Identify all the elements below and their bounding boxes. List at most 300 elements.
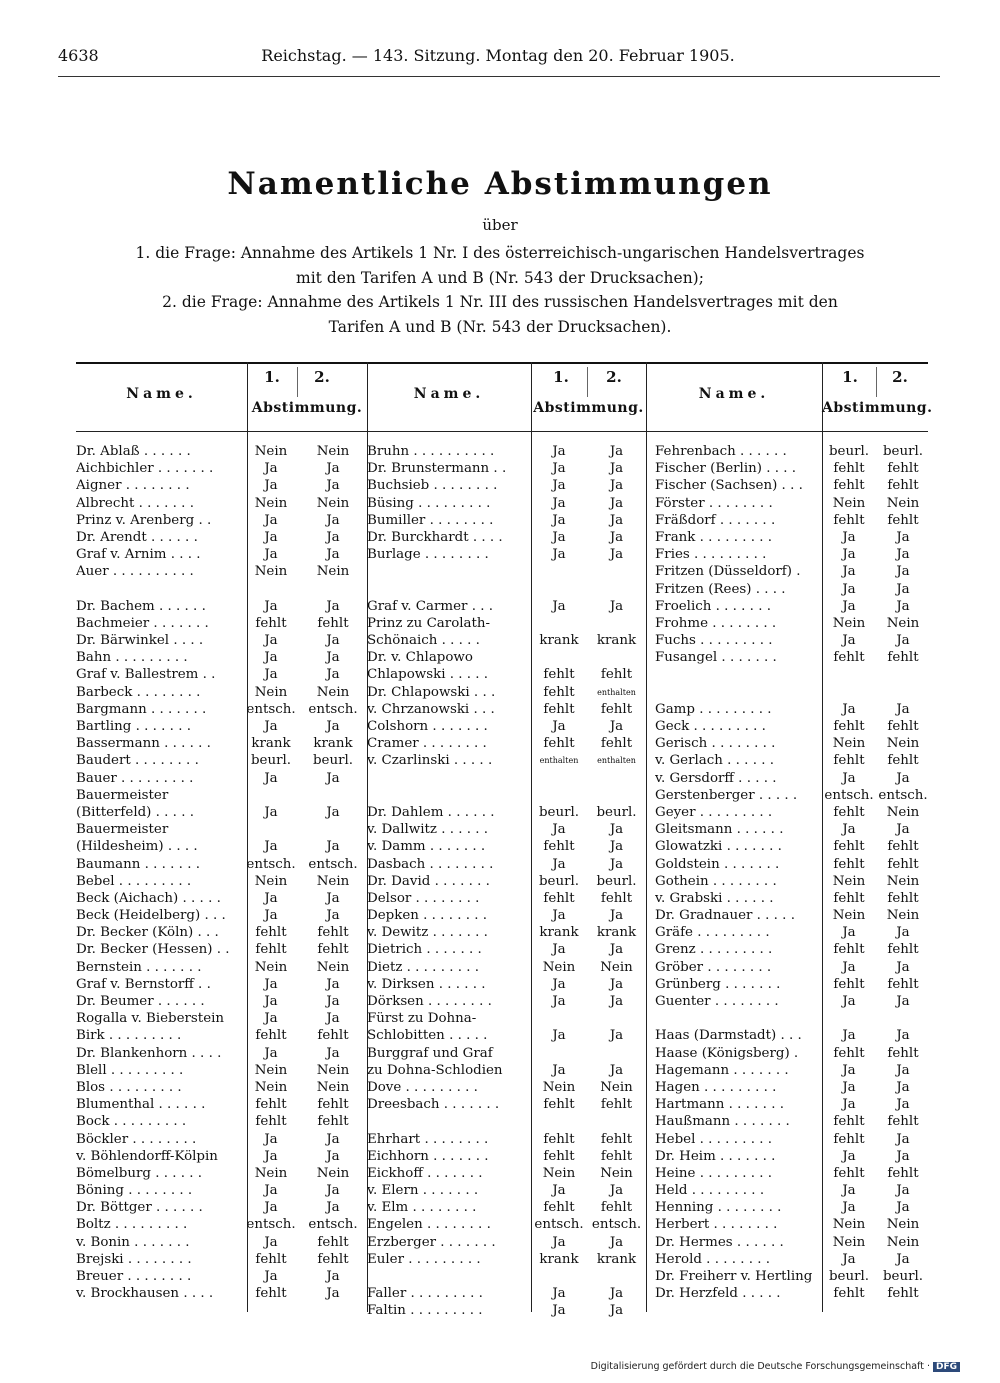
table-row	[76, 649, 368, 666]
member-name: Dr. v. Chlapowo	[367, 650, 473, 666]
vote-1-value: krank	[539, 1251, 579, 1267]
member-name: v. Dewitz . . . . . . .	[367, 925, 488, 941]
vote-1-value: Nein	[254, 1165, 288, 1181]
vote-1-value: Ja	[842, 959, 856, 975]
table-row	[655, 495, 935, 512]
vote-2-value: fehlt	[887, 461, 919, 477]
question-1-line-2: mit den Tarifen A und B (Nr. 543 der Drucksachen);	[296, 269, 704, 287]
vote-2-value: Nein	[316, 444, 350, 459]
vote-2-value: Nein	[316, 564, 350, 580]
vote-1-value: Nein	[254, 444, 288, 459]
member-name: Gräfe . . . . . . . . .	[655, 925, 770, 941]
table-row	[367, 1182, 646, 1199]
member-name: Fräßdorf . . . . . . .	[655, 512, 776, 528]
table-row	[76, 1113, 368, 1130]
question-2-line-2: Tarifen A und B (Nr. 543 der Drucksachen).	[328, 318, 672, 336]
member-name: Gothein . . . . . . . .	[655, 873, 777, 889]
vote-1-value: Ja	[264, 512, 278, 528]
row-spacer	[367, 563, 646, 580]
column-header-abstimmung: Abstimmung.	[822, 400, 933, 416]
page-number: 4638	[58, 46, 99, 65]
vote-2-value: Ja	[326, 667, 340, 683]
vote-2-value: entsch.	[591, 1217, 642, 1233]
table-row	[655, 873, 935, 890]
table-header-rule	[76, 431, 928, 432]
table-row	[655, 993, 935, 1010]
member-name: Fritzen (Rees) . . . .	[655, 581, 786, 597]
vote-2-value: Ja	[609, 908, 624, 924]
vote-2-value: Ja	[326, 1045, 340, 1061]
vote-2-value: fehlt	[887, 839, 919, 855]
member-name: Haußmann . . . . . . .	[655, 1114, 790, 1130]
member-name: Dr. Dahlem . . . . . .	[367, 804, 495, 820]
vote-1-value: fehlt	[833, 753, 865, 769]
vote-1-value: Ja	[264, 598, 278, 614]
member-name: Böckler . . . . . . . .	[76, 1131, 197, 1147]
vote-1-value: Nein	[254, 564, 288, 580]
header-rule	[58, 76, 940, 77]
vote-1-value: fehlt	[543, 736, 575, 752]
member-name: Bernstein . . . . . . .	[76, 959, 202, 975]
member-name: Bachmeier . . . . . . .	[76, 615, 209, 631]
vote-1-value: fehlt	[543, 701, 575, 717]
member-name: Gerisch . . . . . . . .	[655, 736, 776, 752]
vote-2-value: Ja	[326, 839, 340, 855]
member-name: v. Dallwitz . . . . . .	[367, 822, 489, 838]
column-header-vote-1: 1.	[842, 368, 858, 386]
vote-2-value: Ja	[326, 994, 340, 1009]
vote-2-value: entsch.	[308, 701, 358, 717]
vote-1-value: Ja	[842, 598, 856, 614]
vote-2-value: Ja	[896, 770, 910, 786]
member-name: Erzberger . . . . . . .	[367, 1234, 496, 1250]
table-row	[76, 993, 368, 1010]
vote-1-value: fehlt	[833, 942, 865, 958]
vote-1-value: fehlt	[255, 615, 287, 631]
row-spacer	[76, 581, 368, 598]
member-name: Rogalla v. Bieberstein	[76, 1011, 225, 1027]
vote-1-value: Ja	[264, 461, 278, 477]
vote-2-value: fehlt	[600, 1131, 633, 1147]
table-row	[367, 907, 646, 924]
member-name: Bauermeister	[76, 822, 169, 838]
vote-1-value: Ja	[264, 908, 278, 924]
table-row	[76, 512, 368, 529]
vote-2-value: Ja	[896, 701, 910, 717]
vote-2-value: entsch.	[308, 856, 358, 872]
vote-1-value: Ja	[264, 719, 278, 734]
vote-2-value: Ja	[609, 994, 624, 1009]
table-row	[655, 1251, 935, 1268]
vote-1-value: Ja	[842, 822, 856, 838]
vote-1-value: Ja	[552, 529, 566, 545]
vote-1-value: fehlt	[833, 1286, 865, 1302]
vote-1-value: Ja	[264, 1011, 278, 1027]
table-row	[76, 752, 368, 769]
table-row	[367, 1062, 646, 1079]
member-name: v. Damm . . . . . . .	[367, 839, 486, 855]
table-row	[655, 1096, 935, 1113]
vote-2-value: krank	[596, 1251, 637, 1267]
vote-1-value: Ja	[264, 890, 278, 906]
column-header-vote-2: 2.	[606, 368, 622, 386]
table-top-rule	[76, 362, 928, 364]
vote-1-value: Ja	[552, 1234, 566, 1250]
table-row	[367, 1302, 646, 1319]
table-row	[655, 477, 935, 494]
vote-2-value: fehlt	[887, 719, 919, 734]
vote-2-value: Ja	[326, 529, 340, 545]
vote-1-value: fehlt	[255, 1097, 287, 1113]
vote-1-value: Nein	[254, 1079, 288, 1095]
table-row	[367, 993, 646, 1010]
table-row	[76, 924, 368, 941]
vote-1-value: Ja	[552, 598, 566, 614]
vote-1-value: Ja	[264, 839, 278, 855]
vote-2-value: Ja	[326, 1011, 340, 1027]
table-row	[655, 1062, 935, 1079]
table-row	[367, 1010, 646, 1027]
member-name: Henning . . . . . . . .	[655, 1200, 782, 1216]
vote-1-value: Ja	[264, 1045, 278, 1061]
member-name: Baudert . . . . . . . .	[76, 753, 199, 769]
vote-2-value: Ja	[896, 633, 910, 649]
vote-2-value: fehlt	[600, 1148, 633, 1164]
row-spacer	[655, 1010, 935, 1027]
dfg-logo: DFG	[933, 1362, 960, 1372]
vote-1-value: Nein	[832, 873, 866, 889]
vote-2-value: Nein	[886, 1217, 920, 1233]
vote-1-value: Nein	[254, 1062, 288, 1078]
vote-1-value: Ja	[264, 976, 278, 992]
vote-1-value: Ja	[842, 529, 856, 545]
vote-1-value: Ja	[264, 547, 278, 563]
table-row	[76, 1062, 368, 1079]
vote-2-value: Ja	[609, 512, 624, 528]
vote-2-value: fehlt	[317, 925, 349, 941]
member-name: v. Chrzanowski . . .	[367, 701, 495, 717]
member-name: Dr. Brunstermann . .	[367, 461, 507, 477]
vote-1-value: Ja	[264, 650, 278, 666]
member-name: Bahn . . . . . . . . .	[76, 650, 188, 666]
vote-2-value: Ja	[326, 1286, 340, 1302]
table-row	[367, 735, 646, 752]
table-row	[76, 546, 368, 563]
vote-1-value: fehlt	[833, 461, 865, 477]
row-spacer	[367, 770, 646, 787]
table-row	[655, 1268, 935, 1285]
vote-2-value: Ja	[896, 822, 910, 838]
vote-2-value: fehlt	[600, 701, 633, 717]
member-name: Fürst zu Dohna-	[367, 1011, 477, 1027]
table-row	[655, 890, 935, 907]
vote-1-value: beurl.	[828, 1269, 870, 1284]
table-row	[76, 1199, 368, 1216]
member-name: Bauer . . . . . . . . .	[76, 770, 194, 786]
vote-2-value: Ja	[896, 925, 910, 941]
member-name: Büsing . . . . . . . . .	[367, 495, 491, 511]
vote-2-value: Ja	[896, 564, 910, 580]
vote-1-value: Ja	[842, 770, 856, 786]
table-row	[655, 529, 935, 546]
member-name: Dr. David . . . . . . .	[367, 873, 490, 889]
vote-1-value: fehlt	[833, 1131, 865, 1147]
vote-1-value: entsch.	[246, 701, 296, 717]
table-row	[76, 1079, 368, 1096]
table-row	[367, 701, 646, 718]
member-name: Dr. Gradnauer . . . . .	[655, 908, 795, 924]
vote-2-value: Ja	[326, 976, 340, 992]
vote-2-value: Nein	[316, 495, 350, 511]
vote-1-value: Ja	[264, 804, 278, 820]
vote-1-value: fehlt	[833, 719, 865, 734]
table-row	[367, 598, 646, 615]
member-name: Dr. Beumer . . . . . .	[76, 994, 205, 1009]
table-row	[655, 1182, 935, 1199]
vote-2-value: Ja	[896, 598, 910, 614]
vote-1-value: Ja	[842, 925, 856, 941]
member-name: Fehrenbach . . . . . .	[655, 444, 787, 459]
member-name: Albrecht . . . . . . .	[76, 495, 194, 511]
member-name: Dr. Freiherr v. Hertling	[655, 1269, 813, 1284]
member-name: Euler . . . . . . . . .	[367, 1251, 481, 1267]
vote-1-value: fehlt	[833, 1114, 865, 1130]
table-row	[367, 838, 646, 855]
vote-2-value: Ja	[609, 478, 624, 494]
table-row	[655, 1165, 935, 1182]
vote-1-value: fehlt	[543, 1148, 575, 1164]
vote-1-value: fehlt	[255, 1028, 287, 1044]
vote-1-value: Nein	[832, 615, 866, 631]
table-row	[655, 821, 935, 838]
table-row	[655, 563, 935, 580]
vote-2-value: krank	[313, 736, 353, 752]
member-name: Prinz zu Carolath-	[367, 615, 491, 631]
vote-1-value: krank	[539, 925, 579, 941]
vote-2-value: Ja	[896, 529, 910, 545]
table-row	[655, 1113, 935, 1130]
member-name: Bumiller . . . . . . . .	[367, 512, 494, 528]
member-name: Dr. Arendt . . . . . .	[76, 529, 198, 545]
vote-2-value: Ja	[609, 1183, 624, 1199]
table-row	[367, 1131, 646, 1148]
member-name: Blell . . . . . . . . .	[76, 1062, 184, 1078]
table-row	[76, 443, 368, 460]
table-row	[655, 460, 935, 477]
running-header	[58, 46, 938, 70]
member-name: Graf v. Carmer . . .	[367, 598, 493, 614]
table-row	[76, 495, 368, 512]
member-name: Gamp . . . . . . . . .	[655, 701, 772, 717]
vote-1-value: Ja	[842, 633, 856, 649]
vote-2-value: fehlt	[600, 890, 633, 906]
vote-2-value: fehlt	[317, 1097, 349, 1113]
table-row	[367, 1079, 646, 1096]
vote-2-value: Nein	[886, 615, 920, 631]
vote-1-value: Nein	[254, 873, 288, 889]
table-row	[655, 598, 935, 615]
vote-2-value: Ja	[609, 942, 624, 958]
table-row	[655, 959, 935, 976]
member-name: Grünberg . . . . . . .	[655, 976, 781, 992]
digitization-footer	[591, 1361, 960, 1372]
vote-1-value: fehlt	[543, 667, 575, 683]
vote-2-value: fehlt	[600, 736, 633, 752]
vote-2-value: Ja	[609, 839, 624, 855]
member-name: Förster . . . . . . . .	[655, 495, 773, 511]
vote-2-value: Nein	[316, 873, 350, 889]
vote-2-value: beurl.	[312, 753, 354, 769]
vote-1-value: Ja	[264, 1234, 278, 1250]
table-row	[655, 718, 935, 735]
vote-2-value: fehlt	[317, 1114, 349, 1130]
member-name: Froelich . . . . . . .	[655, 598, 771, 614]
table-row	[367, 1096, 646, 1113]
vote-2-value: Ja	[896, 959, 910, 975]
member-name: Gröber . . . . . . . .	[655, 959, 772, 975]
vote-2-value: fehlt	[600, 1097, 633, 1113]
table-row	[76, 1131, 368, 1148]
vote-1-value: Ja	[552, 461, 566, 477]
vote-2-value: Nein	[316, 959, 350, 975]
table-row	[655, 787, 935, 804]
vote-column-3	[655, 443, 935, 1302]
vote-2-value: Ja	[609, 495, 624, 511]
column-rule	[646, 362, 647, 1312]
vote-1-value: Ja	[264, 529, 278, 545]
vote-1-value: fehlt	[833, 976, 865, 992]
vote-1-value: beurl.	[538, 804, 580, 820]
member-name: Auer . . . . . . . . . .	[76, 564, 194, 580]
vote-1-value: Nein	[542, 1165, 576, 1181]
vote-1-value: fehlt	[833, 512, 865, 528]
vote-1-value: Ja	[552, 512, 566, 528]
row-spacer	[367, 787, 646, 804]
vote-2-value: fehlt	[887, 1165, 919, 1181]
table-row	[76, 598, 368, 615]
vote-2-value: fehlt	[317, 615, 349, 631]
table-row	[367, 632, 646, 649]
member-name: v. Dirksen . . . . . .	[367, 976, 486, 992]
table-row	[655, 512, 935, 529]
vote-2-value: Ja	[896, 1200, 910, 1216]
table-row	[76, 1268, 368, 1285]
vote-2-value: Ja	[609, 1286, 624, 1302]
column-header-abstimmung: Abstimmung.	[251, 400, 363, 416]
member-name: Brejski . . . . . . . .	[76, 1251, 192, 1267]
vote-2-value: Ja	[896, 1028, 910, 1044]
table-row	[367, 1165, 646, 1182]
vote-1-value: Ja	[552, 1028, 566, 1044]
vote-2-value: Ja	[896, 1079, 910, 1095]
vote-1-value: Nein	[832, 908, 866, 924]
member-name: v. Gerlach . . . . . .	[655, 753, 774, 769]
vote-1-value: Ja	[264, 770, 278, 786]
subtitle-ueber: über	[482, 216, 518, 234]
vote-1-value: Ja	[842, 1028, 856, 1044]
vote-2-value: Nein	[316, 1165, 350, 1181]
vote-2-value: Ja	[609, 529, 624, 545]
member-name: v. Bonin . . . . . . .	[76, 1234, 190, 1250]
member-name: Gerstenberger . . . . .	[655, 787, 798, 803]
member-name: Dr. Bärwinkel . . . .	[76, 633, 204, 649]
vote-2-value: Ja	[896, 1062, 910, 1078]
member-name: Heine . . . . . . . . .	[655, 1165, 773, 1181]
member-name: Haas (Darmstadt) . . .	[655, 1028, 802, 1044]
vote-1-value: Ja	[842, 1097, 856, 1113]
vote-1-value: Ja	[842, 1200, 856, 1216]
vote-2-value: Ja	[326, 1131, 340, 1147]
vote-2-value: Nein	[886, 873, 920, 889]
table-row	[76, 563, 368, 580]
column-header-vote-2: 2.	[892, 368, 908, 386]
member-name: Boltz . . . . . . . . .	[76, 1217, 188, 1233]
table-row	[76, 804, 368, 821]
member-name: (Bitterfeld) . . . . .	[76, 804, 194, 820]
vote-1-value: Ja	[552, 1183, 566, 1199]
vote-2-value: Ja	[609, 598, 624, 614]
table-row	[367, 1027, 646, 1044]
vote-1-value: Nein	[832, 495, 866, 511]
vote-2-value: Ja	[896, 994, 910, 1009]
member-name: Dr. Burckhardt . . . .	[367, 529, 503, 545]
table-row	[655, 615, 935, 632]
vote-1-value: entsch.	[534, 1217, 584, 1233]
vote-2-value: Ja	[326, 478, 340, 494]
table-row	[76, 1285, 368, 1302]
vote-1-value: Ja	[842, 547, 856, 563]
vote-1-value: beurl.	[250, 753, 292, 769]
member-name: Dr. Bachem . . . . . .	[76, 598, 206, 614]
member-name: Geyer . . . . . . . . .	[655, 804, 773, 820]
column-header-abstimmung: Abstimmung.	[533, 400, 644, 416]
table-row	[655, 770, 935, 787]
vote-2-value: fehlt	[600, 1200, 633, 1216]
member-name: Herold . . . . . . . .	[655, 1251, 771, 1267]
vote-divider	[297, 367, 298, 397]
vote-2-value: fehlt	[887, 512, 919, 528]
member-name: Goldstein . . . . . . .	[655, 856, 780, 872]
vote-1-value: fehlt	[255, 942, 287, 958]
vote-2-value: fehlt	[887, 856, 919, 872]
vote-2-value: Ja	[609, 547, 624, 563]
table-row	[76, 718, 368, 735]
table-row	[367, 1045, 646, 1062]
table-row	[367, 512, 646, 529]
table-row	[367, 1148, 646, 1165]
vote-2-value: Nein	[316, 684, 350, 700]
member-name: v. Gersdorff . . . . .	[655, 770, 777, 786]
vote-1-value: fehlt	[543, 1097, 575, 1113]
vote-2-value: Ja	[609, 444, 624, 459]
vote-2-value: Ja	[896, 1097, 910, 1113]
member-name: Faller . . . . . . . . .	[367, 1286, 483, 1302]
vote-column-1	[76, 443, 368, 1302]
vote-2-value: Ja	[896, 1251, 910, 1267]
member-name: Chlapowski . . . . .	[367, 667, 489, 683]
member-name: Eickhoff . . . . . . .	[367, 1165, 483, 1181]
vote-1-value: fehlt	[833, 650, 865, 666]
table-row	[367, 873, 646, 890]
vote-1-value: fehlt	[543, 839, 575, 855]
table-row	[76, 941, 368, 958]
member-name: Fusangel . . . . . . .	[655, 650, 777, 666]
table-row	[76, 1165, 368, 1182]
vote-2-value: Nein	[600, 1165, 633, 1181]
table-row	[76, 890, 368, 907]
table-row	[367, 529, 646, 546]
table-row	[367, 649, 646, 666]
